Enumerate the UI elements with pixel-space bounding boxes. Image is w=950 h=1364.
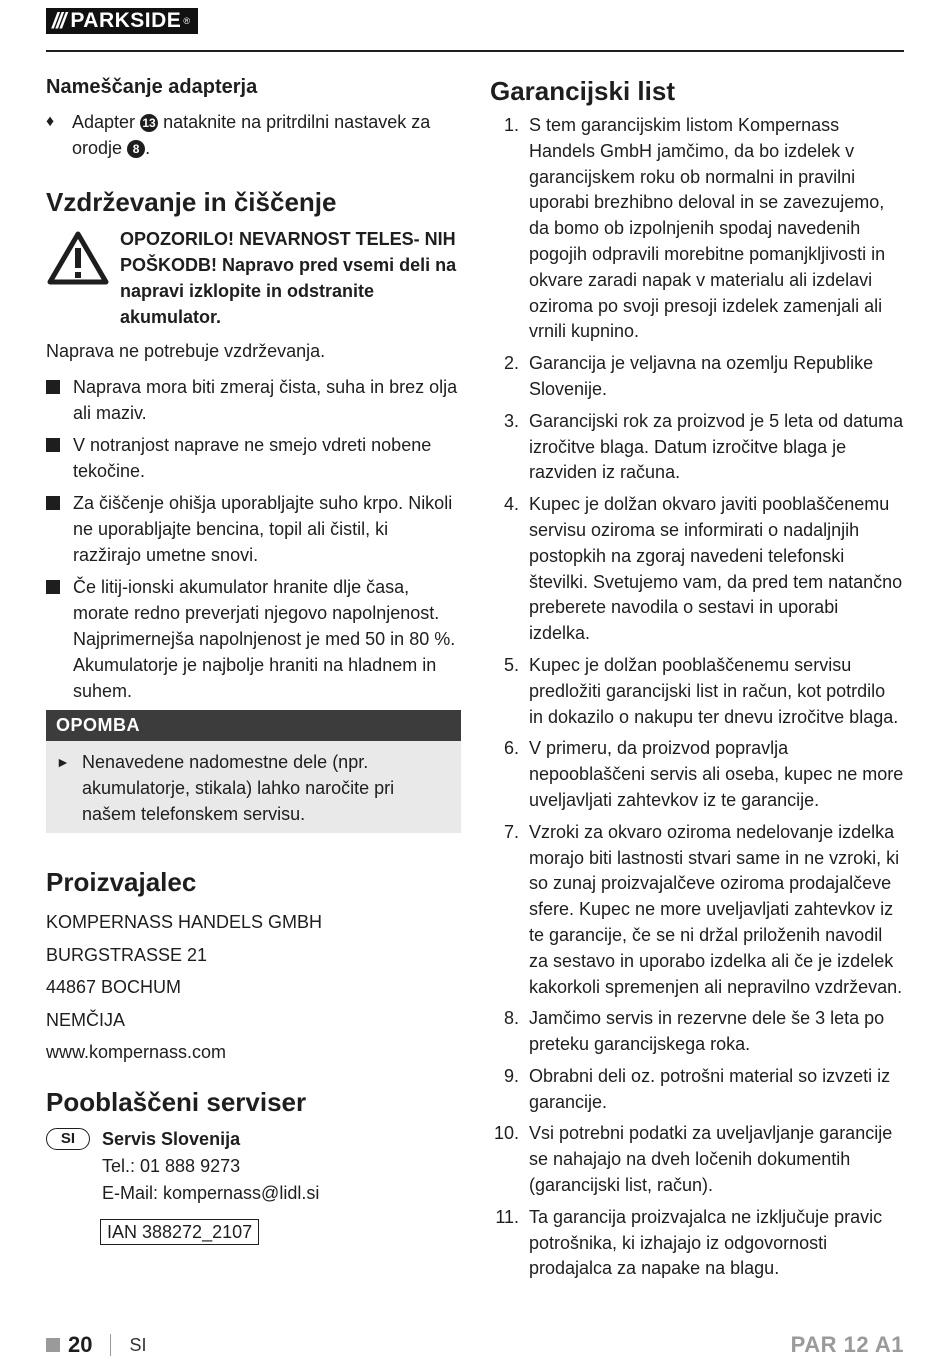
page-number: 20 [68,1332,93,1357]
service-phone: Tel.: 01 888 9273 [102,1155,241,1176]
service-entry [46,1126,461,1207]
item-text: Obrabni deli oz. potrošni material so izvzeti iz garancije. [529,1065,891,1112]
item-text: Vsi potrebni podatki za uveljavljanje garancije se nahajajo na dveh ločenih dokumentih (garancijski list, račun). [529,1123,893,1196]
warranty-list [490,113,904,1282]
left-column [46,76,461,1245]
part-ref-8: 8 [127,140,145,158]
item-number: 10. [493,1123,519,1144]
item-number: 6. [503,738,519,759]
cleaning-list [46,374,461,704]
language-code: SI [129,1334,147,1355]
list-item [46,490,461,568]
service-details [102,1126,319,1207]
no-maintenance-text: Naprava ne potrebuje vzdrževanja. [46,341,326,361]
parkside-logo [46,8,198,34]
part-ref-13: 13 [140,114,158,132]
list-item-text: V notranjost naprave ne smejo vdreti nobene tekočine. [73,435,432,481]
ian-number: IAN 388272_2107 [100,1219,259,1245]
item-number: 8. [503,1008,519,1029]
item-number: 11. [495,1206,519,1227]
warranty-item [490,1121,904,1198]
warranty-item [490,1064,904,1116]
logo-slashes: /// [52,8,65,33]
warranty-item [490,351,904,403]
warranty-item [490,653,904,730]
manufacturer-heading: Proizvajalec [46,867,197,897]
note-text: Nenavedene nadomestne dele (npr. akumulatorje, stikala) lahko naročite pri našem telefonskem servisu. [82,752,395,824]
list-item [46,574,461,704]
warning-block [46,226,461,330]
list-item-text: Za čiščenje ohišja uporabljajte suho krpo. Nikoli ne uporabljajte bencina, topil ali čistil, ki razžirajo umetne snovi. [73,493,453,565]
diamond-bullet-icon: ♦ [46,113,55,130]
adapter-text-1: Adapter [72,112,136,132]
list-item [46,374,461,426]
item-number: 9. [503,1065,519,1086]
item-number: 7. [503,821,519,842]
service-name: Servis Slovenija [102,1128,241,1149]
item-number: 2. [503,353,519,374]
item-text: Kupec je dolžan pooblaščenemu servisu predložiti garancijski list in račun, kot potrdilo in dokazilo o nakupu ter dnevu izročitve blaga. [529,654,899,727]
warranty-item [490,736,904,813]
service-heading: Pooblaščeni serviser [46,1086,307,1117]
adapter-instruction-text [72,109,461,161]
adapter-text-3: . [145,138,151,158]
address-line: NEMČIJA [46,1009,126,1030]
page-footer [46,1330,904,1360]
website-link[interactable]: www.kompernass.com [46,1042,227,1062]
item-number: 4. [503,494,519,515]
footer-square-icon [46,1338,60,1352]
warning-triangle-icon [46,226,120,330]
adapter-instruction [46,109,461,161]
item-text: V primeru, da proizvod popravlja nepooblaščeni servis ali oseba, kupec ne more uveljavljati zahtevkov iz te garancije. [529,738,904,810]
item-number: 3. [503,410,519,431]
warranty-item [490,409,904,486]
logo-brand: PARKSIDE [70,9,182,32]
list-item [46,432,461,484]
square-bullet-icon [46,374,73,426]
arrow-bullet-icon: ► [56,754,70,770]
address-line: BURGSTRASSE 21 [46,944,208,965]
warning-text: OPOZORILO! NEVARNOST TELES- NIH POŠKODB! Napravo pred vsemi deli na napravi izklopite in odstranite akumulator. [120,229,457,327]
note-title: OPOMBA [46,710,461,741]
logo-registered-mark: ® [183,16,190,26]
warranty-heading: Garancijski list [490,76,675,106]
maintenance-heading: Vzdrževanje in čiščenje [46,187,337,217]
square-bullet-icon [46,490,73,568]
warranty-item [490,492,904,647]
note-content [46,741,461,833]
item-text: Kupec je dolžan okvaro javiti pooblaščenemu servisu oziroma se informirati o nadaljnjih postopkih na zgoraj navedeni telefonski številki. Svetujemo vam, da pred tem natančno preberete navodila o sestavi in uporabi izdelka. [529,494,903,644]
manufacturer-address [46,906,461,1069]
page-header [46,8,904,52]
item-text: Vzroki za okvaro oziroma nedelovanje izdelka morajo biti lastnosti stvari same in ne vzroki, ki so zunaj proizvajalčeve oziroma prodajalčeve sfere. Kupec ne more uveljavljati zahtevkov iz te garancije, če se ni držal priloženih navodil za sestavo in uporabo izdelka ali če je izdelek kakorkoli spremenjen ali nepravilno vzdrževan. [529,821,903,997]
item-number: 1. [503,115,519,135]
adapter-heading: Nameščanje adapterja [46,76,258,98]
item-text: Ta garancija proizvajalca ne izključuje pravic potrošnika, ki izhajajo iz odgovornosti prodajalca za napake na blagu. [529,1206,883,1279]
item-text: Garancijski rok za proizvod je 5 leta od datuma izročitve blaga. Datum izročitve blaga je razviden iz računa. [529,410,904,483]
note-box [46,710,461,833]
square-bullet-icon [46,432,73,484]
address-line: KOMPERNASS HANDELS GMBH [46,912,323,932]
item-text: Jamčimo servis in rezervne dele še 3 leta po preteku garancijskega roka. [529,1008,885,1055]
model-number: PAR 12 A1 [790,1332,904,1357]
warranty-item [490,113,904,345]
address-line: 44867 BOCHUM [46,977,182,997]
right-column [490,76,904,1288]
item-number: 5. [503,654,519,675]
warranty-item [490,820,904,1001]
item-text: Garancija je veljavna na ozemlju Republike Slovenije. [529,353,874,399]
country-badge: SI [46,1128,90,1150]
service-email[interactable]: E-Mail: kompernass@lidl.si [102,1182,320,1203]
warranty-item [490,1006,904,1058]
list-item-text: Če litij-ionski akumulator hranite dlje časa, morate redno preverjati njegovo napolnjenost. Najprimernejša napolnjenost je med 50 in 80 %. Akumulatorje je najbolje hraniti na hladnem in suhem. [73,577,456,701]
list-item-text: Naprava mora biti zmeraj čista, suha in brez olja ali maziv. [73,377,458,423]
footer-divider [110,1334,111,1356]
warranty-item [490,1205,904,1282]
square-bullet-icon [46,574,73,704]
adapter-text-2: nataknite na pritrdilni nastavek za orodje [72,112,431,158]
item-text: S tem garancijskim listom Kompernass Handels GmbH jamčimo, da bo izdelek v garancijskem roku ob normalni in pravilni uporabi brezhibno deloval in se zavezujemo, da bomo ob izpolnjenih spodaj navedenih pogojih odpravili morebitne pomanjkljivosti in okvare zaradi napak v materialu ali izdelavi oziroma po svoji presoji izdelek zamenjali ali vrnili kupnino. [529,115,886,342]
